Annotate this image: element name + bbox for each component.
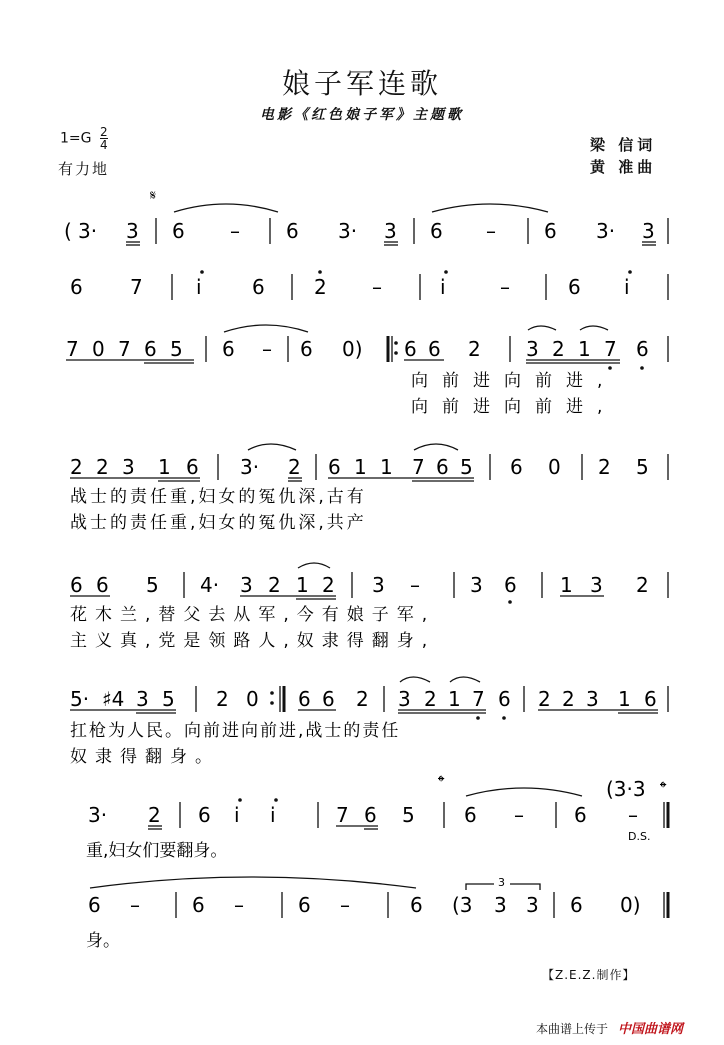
svg-text:2: 2 [356, 687, 369, 711]
lyrics-5b: 主义真,党是领路人,奴隶得翻身, [70, 631, 436, 651]
notes-line-3 [66, 337, 649, 361]
svg-text:2: 2 [96, 455, 109, 479]
svg-text:6: 6 [70, 275, 83, 299]
dots-line-5 [508, 600, 512, 604]
svg-text:–: – [340, 893, 350, 917]
lyrics-3b: 向前进向前进, [411, 397, 617, 417]
svg-text:1: 1 [578, 337, 591, 361]
system-4 [70, 444, 668, 533]
svg-text:3·: 3· [88, 803, 108, 827]
svg-text:♯4: ♯4 [102, 687, 125, 711]
svg-text:6: 6 [544, 219, 557, 243]
svg-text:6: 6 [570, 893, 583, 917]
time-bottom: 4 [99, 138, 108, 152]
svg-text:3: 3 [470, 573, 483, 597]
svg-text:3·: 3· [338, 219, 358, 243]
lyrics-6a: 扛枪为人民。向前进向前进,战士的责任 [70, 721, 401, 741]
svg-text:7: 7 [472, 687, 485, 711]
svg-text:–: – [372, 275, 382, 299]
svg-text:2: 2 [148, 803, 161, 827]
svg-text:4·: 4· [200, 573, 220, 597]
system-3 [66, 325, 668, 417]
lyrics-4b-span: 战士的责任重,妇女的冤仇深,共产 [70, 513, 367, 533]
svg-text:7: 7 [412, 455, 425, 479]
svg-text:6: 6 [192, 893, 205, 917]
dots-line-2 [200, 270, 632, 274]
triplet-mark: 3 [498, 876, 505, 889]
svg-text:5: 5 [146, 573, 159, 597]
svg-text:i: i [234, 803, 240, 827]
svg-text:0: 0 [548, 455, 561, 479]
svg-text:3: 3 [586, 687, 599, 711]
svg-text:6: 6 [88, 893, 101, 917]
svg-text:6: 6 [70, 573, 83, 597]
svg-text:2: 2 [216, 687, 229, 711]
svg-text:0): 0) [620, 893, 641, 917]
system-8 [86, 876, 668, 951]
svg-text:i: i [440, 275, 446, 299]
svg-text:–: – [410, 573, 420, 597]
svg-text:3: 3 [384, 219, 397, 243]
svg-text:2: 2 [314, 275, 327, 299]
svg-text:2: 2 [562, 687, 575, 711]
svg-text:1: 1 [296, 573, 309, 597]
lyrics-4a [70, 487, 367, 507]
svg-text:5: 5 [170, 337, 183, 361]
svg-text:5: 5 [460, 455, 473, 479]
notes-line-5 [70, 573, 649, 597]
svg-text:0: 0 [92, 337, 105, 361]
svg-text:6: 6 [510, 455, 523, 479]
svg-text:–: – [628, 803, 638, 827]
svg-text:6: 6 [430, 219, 443, 243]
svg-text:1: 1 [380, 455, 393, 479]
svg-text:6: 6 [96, 573, 109, 597]
svg-text:i: i [196, 275, 202, 299]
svg-text:3: 3 [494, 893, 507, 917]
page-subtitle: 电影《红色娘子军》主题歌 [260, 107, 464, 123]
svg-text:7: 7 [66, 337, 79, 361]
svg-text:3: 3 [642, 219, 655, 243]
system-1 [64, 204, 668, 245]
svg-text:0): 0) [342, 337, 363, 361]
svg-text:3: 3 [526, 337, 539, 361]
barlines-2 [172, 274, 668, 300]
system-7 [86, 772, 668, 861]
svg-text:(: ( [64, 219, 72, 243]
svg-text:3: 3 [372, 573, 385, 597]
svg-text:3: 3 [240, 573, 253, 597]
system-5 [70, 563, 668, 651]
key-label: 1=G [60, 130, 92, 147]
svg-text:(3: (3 [452, 893, 473, 917]
svg-text:–: – [514, 803, 524, 827]
svg-text:–: – [234, 893, 244, 917]
svg-text:1: 1 [560, 573, 573, 597]
svg-text:5: 5 [402, 803, 415, 827]
svg-text:2: 2 [538, 687, 551, 711]
svg-text:5: 5 [636, 455, 649, 479]
lyrics-4b [70, 513, 367, 533]
svg-text:6: 6 [574, 803, 587, 827]
lyricist-credit: 梁 信词 [590, 136, 657, 154]
svg-text:2: 2 [552, 337, 565, 361]
svg-text:3·: 3· [78, 219, 98, 243]
lyrics-7a-span: 重,妇女们要翻身。 [86, 841, 228, 861]
svg-text:1: 1 [158, 455, 171, 479]
svg-text:6: 6 [504, 573, 517, 597]
svg-text:2: 2 [288, 455, 301, 479]
coda-icon-1: 𝄌 [438, 772, 445, 793]
svg-text:7: 7 [336, 803, 349, 827]
svg-text:3·: 3· [596, 219, 616, 243]
svg-text:6: 6 [404, 337, 417, 361]
svg-text:–: – [130, 893, 140, 917]
svg-text:6: 6 [300, 337, 313, 361]
lyrics-5a: 花木兰,替父去从军,今有娘子军, [70, 605, 436, 625]
svg-text:–: – [486, 219, 496, 243]
page-title: 娘子军连歌 [281, 67, 442, 100]
svg-text:6: 6 [636, 337, 649, 361]
tempo-marking: 有力地 [58, 160, 110, 178]
svg-text:6: 6 [428, 337, 441, 361]
svg-text:2: 2 [424, 687, 437, 711]
svg-text:5: 5 [162, 687, 175, 711]
svg-text:6: 6 [144, 337, 157, 361]
svg-text:7: 7 [130, 275, 143, 299]
notes-line-8 [88, 893, 641, 917]
svg-text:2: 2 [70, 455, 83, 479]
lyrics-7a [86, 841, 227, 861]
system-2 [70, 270, 668, 300]
ds-mark: D.S. [628, 830, 651, 843]
site-logo: 中国曲谱网 [618, 1022, 684, 1037]
svg-text:–: – [262, 337, 272, 361]
svg-text:3: 3 [526, 893, 539, 917]
svg-text:i: i [624, 275, 630, 299]
svg-text:6: 6 [172, 219, 185, 243]
svg-text:2: 2 [268, 573, 281, 597]
svg-text:6: 6 [436, 455, 449, 479]
svg-text:6: 6 [222, 337, 235, 361]
svg-text:7: 7 [118, 337, 131, 361]
lyrics-3a: 向前进向前进, [411, 371, 617, 391]
pickup-notes: (3·3 [606, 777, 646, 801]
svg-text:1: 1 [618, 687, 631, 711]
svg-text:6: 6 [568, 275, 581, 299]
svg-text:3: 3 [590, 573, 603, 597]
svg-text:–: – [230, 219, 240, 243]
barlines-1 [126, 204, 668, 245]
barlines-6 [70, 677, 668, 713]
svg-text:1: 1 [354, 455, 367, 479]
svg-text:6: 6 [298, 893, 311, 917]
barlines-5 [70, 563, 668, 599]
svg-text:3: 3 [398, 687, 411, 711]
svg-text:6: 6 [464, 803, 477, 827]
svg-text:6: 6 [252, 275, 265, 299]
svg-text:6: 6 [364, 803, 377, 827]
dots-line-7 [238, 798, 278, 802]
svg-text:0: 0 [246, 687, 259, 711]
composer-credit: 黄 准曲 [590, 158, 657, 176]
lyrics-8a: 身。 [86, 931, 120, 951]
lyrics-4a-span: 战士的责任重,妇女的冤仇深,古有 [70, 487, 367, 507]
svg-text:6: 6 [498, 687, 511, 711]
segno-icon: 𝄋 [150, 188, 157, 204]
svg-text:6: 6 [198, 803, 211, 827]
svg-text:3·: 3· [240, 455, 260, 479]
notes-line-6 [70, 687, 657, 711]
svg-text:5·: 5· [70, 687, 90, 711]
svg-text:3: 3 [126, 219, 139, 243]
svg-text:6: 6 [644, 687, 657, 711]
svg-text:–: – [500, 275, 510, 299]
svg-text:6: 6 [328, 455, 341, 479]
svg-text:i: i [270, 803, 276, 827]
notes-line-1 [64, 219, 655, 243]
coda-icon-2: 𝄌 [660, 778, 667, 799]
svg-text:7: 7 [604, 337, 617, 361]
svg-text:3: 3 [136, 687, 149, 711]
svg-text:2: 2 [468, 337, 481, 361]
svg-text:2: 2 [598, 455, 611, 479]
svg-text:6: 6 [186, 455, 199, 479]
maker-tag: 【Z.E.Z.制作】 [542, 968, 636, 982]
upload-note: 本曲谱上传于 [536, 1022, 609, 1036]
svg-text:1: 1 [448, 687, 461, 711]
svg-text:3: 3 [122, 455, 135, 479]
lyrics-6b: 奴隶得翻身。 [70, 747, 220, 767]
svg-text:6: 6 [298, 687, 311, 711]
svg-text:6: 6 [322, 687, 335, 711]
notes-line-4 [70, 455, 649, 479]
svg-text:6: 6 [410, 893, 423, 917]
svg-text:2: 2 [322, 573, 335, 597]
system-6 [70, 677, 668, 767]
svg-text:6: 6 [286, 219, 299, 243]
svg-text:2: 2 [636, 573, 649, 597]
time-top: 2 [99, 125, 108, 139]
